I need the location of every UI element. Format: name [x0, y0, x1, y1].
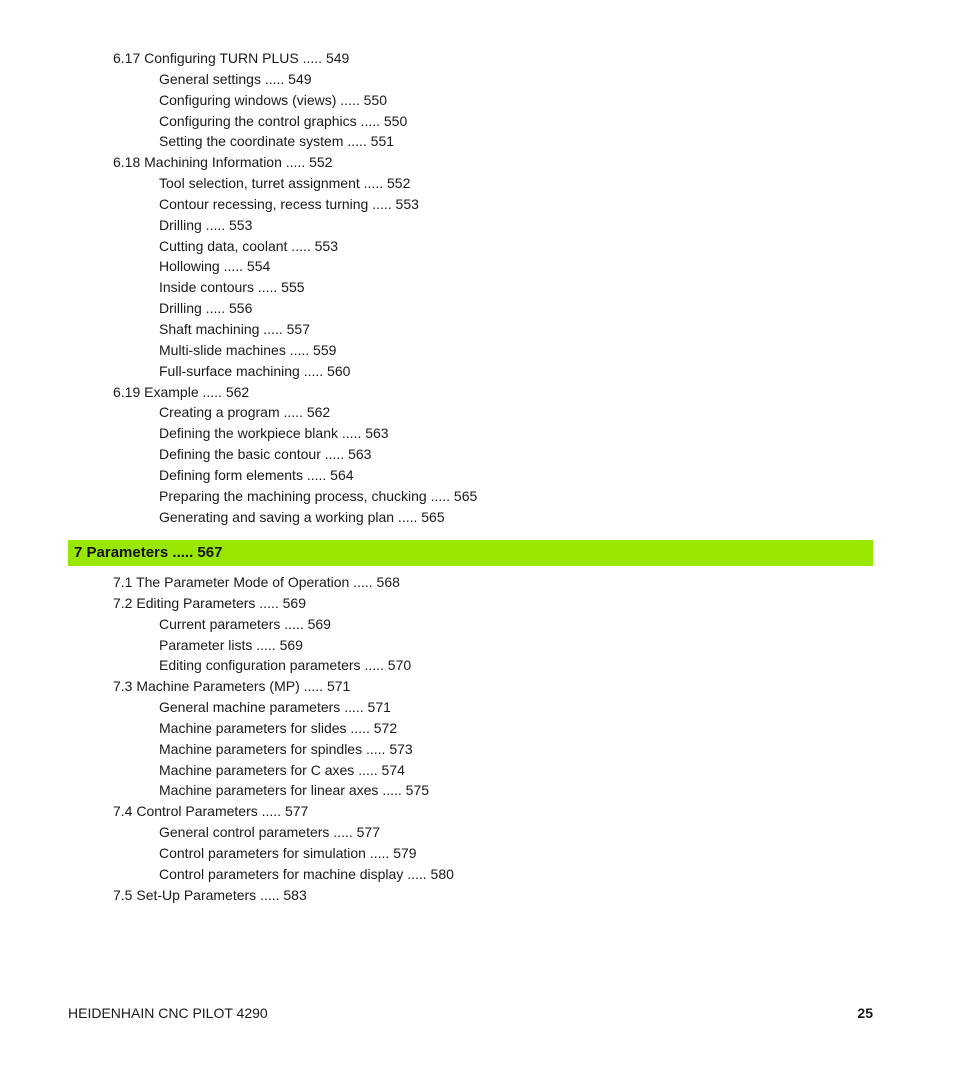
- toc-section-6: [0, 48, 954, 527]
- toc-subsection-entry: Configuring the control graphics ..... 550: [159, 112, 408, 129]
- toc-subsection-entry: Full-surface machining ..... 560: [159, 362, 351, 379]
- toc-subsection-entry: Hollowing ..... 554: [159, 258, 271, 275]
- toc-subsection-entry: Control parameters for simulation ..... 579: [159, 844, 417, 861]
- toc-subsection-entry: Shaft machining ..... 557: [159, 320, 310, 337]
- toc-subsection-entry: Cutting data, coolant ..... 553: [159, 237, 339, 254]
- toc-section-7: [0, 572, 954, 906]
- toc-subsection-entry: Defining the workpiece blank ..... 563: [159, 425, 389, 442]
- chapter-heading-bar: [68, 540, 873, 566]
- toc-subsection-entry: Machine parameters for C axes ..... 574: [159, 761, 405, 778]
- toc-subsection-entry: Generating and saving a working plan ..... 565: [159, 508, 445, 525]
- toc-subsection-entry: Preparing the machining process, chucking ..... 565: [159, 487, 478, 504]
- toc-subsection-entry: Setting the coordinate system ..... 551: [159, 133, 395, 150]
- toc-subsection-entry: Control parameters for machine display ..... 580: [159, 865, 454, 882]
- toc-section-entry: 6.17 Configuring TURN PLUS ..... 549: [113, 50, 350, 66]
- toc-section-entry: 6.18 Machining Information ..... 552: [113, 154, 333, 171]
- chapter-title: 7 Parameters ..... 567: [74, 544, 223, 561]
- toc-section-entry: 7.1 The Parameter Mode of Operation ..... 568: [113, 574, 400, 590]
- toc-subsection-entry: Editing configuration parameters ..... 570: [159, 657, 412, 674]
- toc-subsection-entry: Creating a program ..... 562: [159, 404, 331, 421]
- toc-section-entry: 7.4 Control Parameters ..... 577: [113, 803, 309, 820]
- toc-subsection-entry: Drilling ..... 556: [159, 300, 253, 317]
- toc-subsection-entry: Machine parameters for spindles ..... 573: [159, 740, 413, 757]
- toc-section-entry: 6.19 Example ..... 562: [113, 383, 250, 400]
- toc-subsection-entry: General control parameters ..... 577: [159, 824, 380, 841]
- toc-subsection-entry: Current parameters ..... 569: [159, 615, 331, 632]
- toc-section-entry: 7.5 Set-Up Parameters ..... 583: [113, 886, 307, 903]
- toc-subsection-entry: General settings ..... 549: [159, 70, 312, 87]
- toc-subsection-entry: Multi-slide machines ..... 559: [159, 341, 337, 358]
- toc-subsection-entry: Inside contours ..... 555: [159, 279, 305, 296]
- footer-product-name: HEIDENHAIN CNC PILOT 4290: [68, 1005, 268, 1021]
- toc-subsection-entry: Tool selection, turret assignment ..... 552: [159, 175, 411, 192]
- toc-section-entry: 7.2 Editing Parameters ..... 569: [113, 594, 306, 611]
- toc-subsection-entry: Contour recessing, recess turning ..... 553: [159, 195, 419, 212]
- toc-subsection-entry: General machine parameters ..... 571: [159, 699, 391, 716]
- toc-section-entry: 7.3 Machine Parameters (MP) ..... 571: [113, 678, 351, 695]
- toc-subsection-entry: Configuring windows (views) ..... 550: [159, 91, 387, 108]
- toc-subsection-entry: Machine parameters for linear axes ..... 575: [159, 782, 430, 799]
- toc-subsection-entry: Parameter lists ..... 569: [159, 636, 303, 653]
- footer-page-number: 25: [857, 1005, 873, 1021]
- toc-subsection-entry: Defining form elements ..... 564: [159, 466, 354, 483]
- toc-subsection-entry: Drilling ..... 553: [159, 216, 253, 233]
- toc-subsection-entry: Defining the basic contour ..... 563: [159, 446, 372, 463]
- toc-subsection-entry: Machine parameters for slides ..... 572: [159, 719, 398, 736]
